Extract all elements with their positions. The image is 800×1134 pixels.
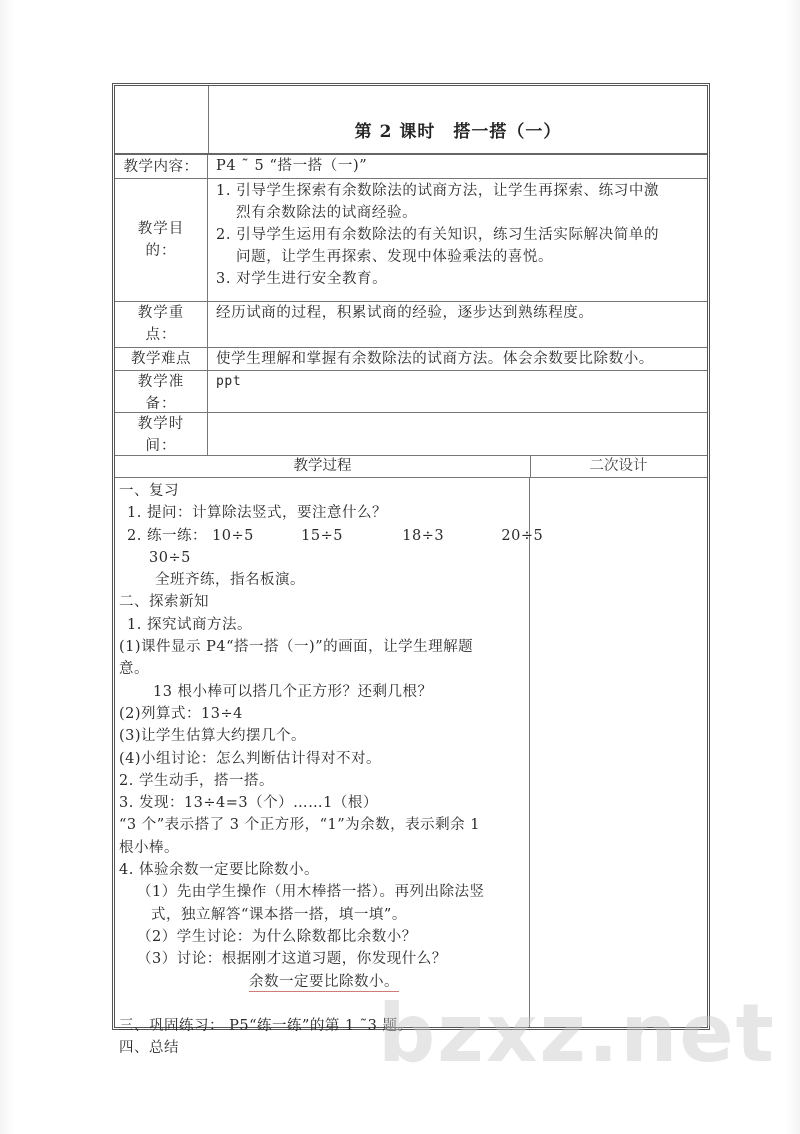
value-difficulty: 使学生理解和掌握有余数除法的试商方法。体会余数要比除数小。 — [216, 351, 654, 367]
label-line: 间： — [145, 438, 177, 454]
label-line: 备： — [145, 396, 177, 412]
value-preparation: ppt — [216, 374, 242, 389]
goal-line: 2. 引导学生运用有余数除法的有关知识，练习生活实际解决简单的 — [216, 227, 660, 243]
process-line: 三、巩固练习： P5“练一练”的第 1 ˜3 题。 — [119, 1017, 413, 1034]
process-line: 一、复习 — [119, 483, 179, 499]
process-line: 全班齐练，指名板演。 — [155, 572, 305, 589]
process-header-row — [115, 456, 707, 478]
label-preparation — [115, 371, 208, 412]
redesign-content — [530, 478, 707, 1027]
process-line: 1. 提问：计算除法竖式，要注意什么？ — [127, 505, 387, 522]
label-line: 教学重 — [137, 305, 185, 321]
label-line: 教学目 — [137, 221, 185, 237]
label-teaching-time — [115, 413, 208, 455]
process-header: 教学过程 — [115, 456, 531, 477]
process-line: “3 个”表示搭了 3 个正方形，“1”为余数，表示剩余 1 — [119, 817, 480, 834]
exercise-label: 2. 练一练： — [127, 527, 207, 544]
process-line: (4)小组讨论：怎么判断估计得对不对。 — [119, 750, 382, 767]
value-teaching-goals — [208, 179, 707, 301]
watermark: bzxz.net — [378, 987, 776, 1080]
row-teaching-content — [115, 155, 707, 179]
process-line: 3. 发现：13÷4=3（个）……1（根） — [119, 795, 378, 812]
process-line: 30÷5 — [149, 549, 191, 566]
label-teaching-goals — [115, 179, 208, 301]
lesson-title: 第 2 课时 搭一搭（一） — [208, 86, 707, 153]
underlined-conclusion: 余数一定要比除数小。 — [249, 973, 399, 990]
expression: 20÷5 — [501, 527, 544, 544]
label-line: 的： — [145, 243, 177, 259]
value-teaching-time — [208, 413, 707, 455]
goal-line: 问题，让学生再探索、发现中体验乘法的喜悦。 — [236, 249, 554, 265]
expression: 18÷3 — [402, 527, 445, 544]
process-line: (1)课件显示 P4“搭一搭（一)”的画面，让学生理解题 — [119, 639, 474, 656]
process-line: 4. 体验余数一定要比除数小。 — [119, 862, 319, 879]
value-key-points: 经历试商的过程，积累试商的经验，逐步达到熟练程度。 — [216, 305, 594, 321]
label-difficulty: 教学难点 — [115, 348, 208, 370]
process-line: 1. 探究试商方法。 — [127, 616, 252, 633]
process-line: （1）先由学生操作（用木棒搭一搭）。再列出除法竖 — [137, 884, 485, 901]
goal-line: 1. 引导学生探索有余数除法的试商方法，让学生再探索、练习中激 — [216, 183, 660, 199]
process-content — [115, 478, 544, 1057]
label-line: 教学准 — [137, 374, 185, 390]
process-line-exercises — [119, 525, 544, 547]
process-line: 13 根小棒可以搭几个正方形？还剩几根？ — [153, 683, 433, 700]
process-line: （3）讨论：根据刚才这道习题，你发现什么？ — [137, 951, 447, 968]
value-teaching-content: P4 ˜ 5 “搭一搭（一)” — [216, 158, 368, 174]
row-key-points — [115, 302, 707, 348]
goal-line: 3. 对学生进行安全教育。 — [216, 271, 388, 287]
row-teaching-goals — [115, 179, 707, 302]
process-line: （2）学生讨论：为什么除数都比余数小？ — [137, 928, 417, 945]
process-line: 四、总结 — [119, 1040, 179, 1057]
expression: 10÷5 — [212, 527, 254, 544]
expression: 15÷5 — [301, 527, 343, 544]
label-line: 教学时 — [137, 416, 185, 432]
row-teaching-time — [115, 413, 707, 456]
label-teaching-content: 教学内容： — [115, 155, 208, 178]
goal-line: 烈有余数除法的试商经验。 — [236, 205, 418, 221]
process-line: (2)列算式：13÷4 — [119, 705, 243, 722]
process-line: 意。 — [119, 661, 149, 678]
title-row — [115, 86, 707, 155]
row-preparation — [115, 371, 707, 413]
process-line: (3)让学生估算大约摆几个。 — [119, 728, 307, 745]
row-difficulty — [115, 348, 707, 371]
process-line: 式，独立解答“课本搭一搭，填一填”。 — [151, 906, 407, 923]
title-label-cell — [115, 86, 208, 153]
label-line: 点： — [145, 327, 177, 343]
process-line: 根小棒。 — [119, 839, 179, 856]
redesign-header: 二次设计 — [589, 458, 648, 474]
process-line: 2. 学生动手，搭一搭。 — [119, 772, 274, 789]
label-key-points — [115, 302, 208, 347]
process-line: 二、探索新知 — [119, 594, 209, 611]
